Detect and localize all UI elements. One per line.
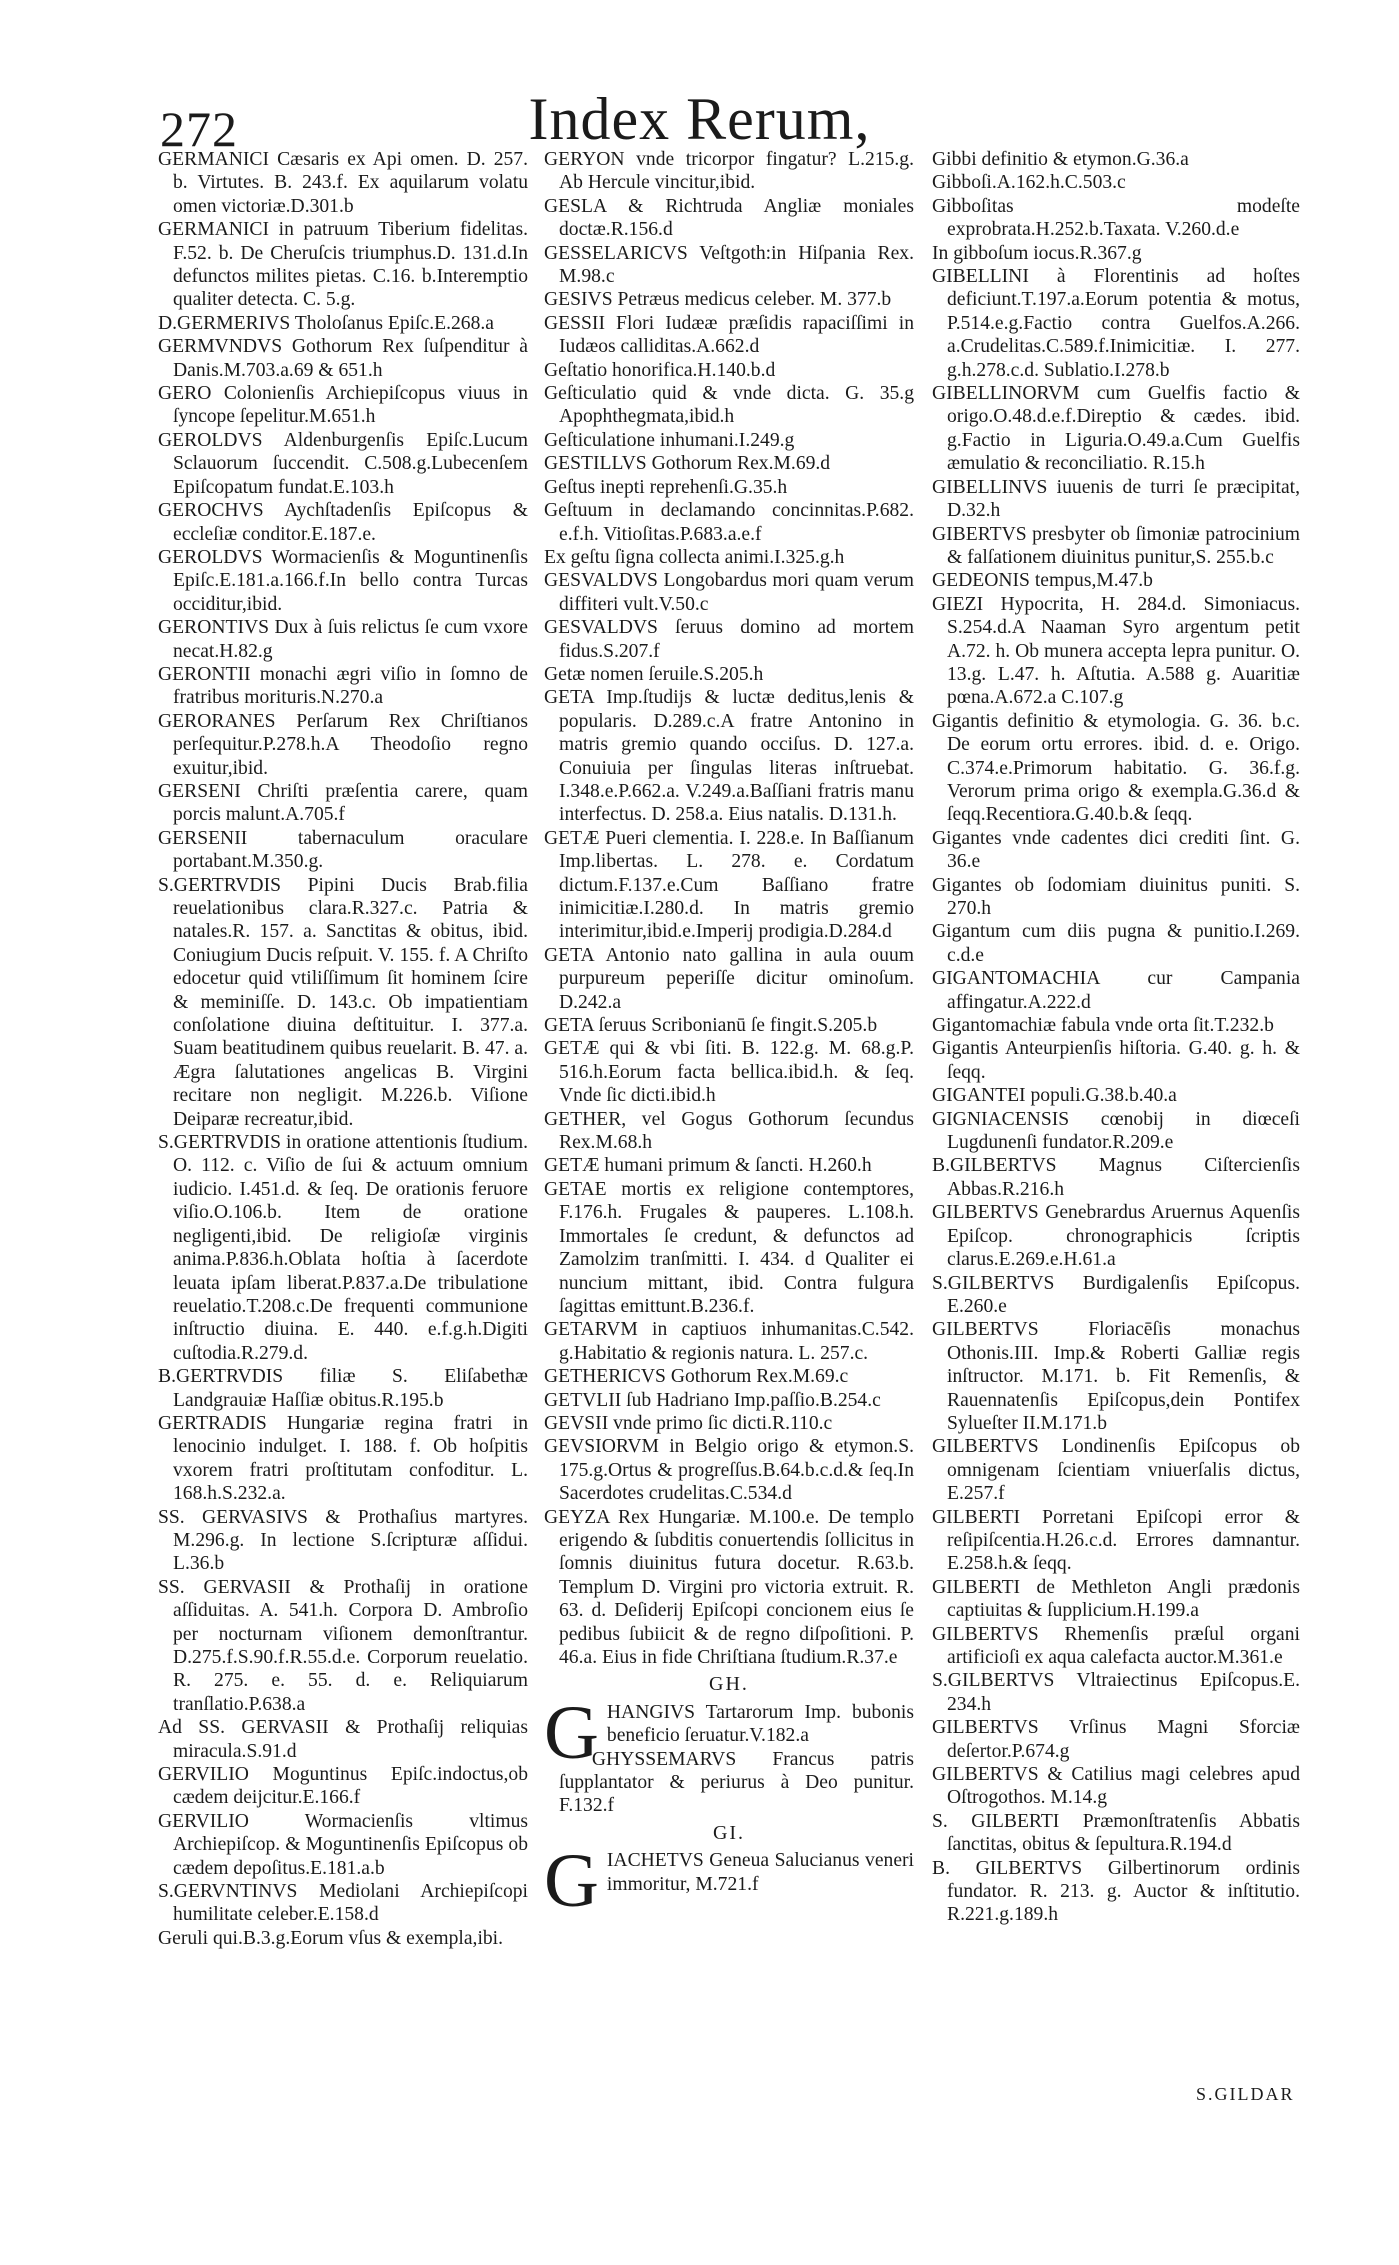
index-entry: GETAE mortis ex religione contemptores, F.176.h. Frugales & pauperes. L.108.h. Immortales ſe credunt, & defunctos ad Zamolzim tranſmitti. I. 434. d Qualiter ei nuncium mittant, ibid. Contra fulgura ſagittas emittunt.B.236.f. bbox=[544, 1178, 914, 1317]
index-entry: GHYSSEMARVS Francus patris ſupplantator & periurus à Deo punitur. F.132.f bbox=[559, 1748, 914, 1817]
index-entry: GERYON vnde tricorpor fingatur? L.215.g. Ab Hercule vincitur,ibid. bbox=[544, 149, 914, 194]
entry-text: IACHETVS Geneua Salucianus veneri immoritur, M.721.f bbox=[606, 1850, 914, 1895]
index-entry: Gigantis Anteurpienſis hiſtoria. G.40. g. h. & ſeqq. bbox=[932, 1038, 1300, 1083]
index-entry-initial bbox=[544, 1690, 914, 1775]
index-entry: GETÆ qui & vbi ſiti. B. 122.g. M. 68.g.P. 516.h.Eorum facta bellica.ibid.h. & ſeq. Vnde ſic dicti.ibid.h bbox=[544, 1038, 914, 1107]
index-entry: GEYZA Rex Hungariæ. M.100.e. De templo erigendo & ſubditis conuertendis ſollicitus in ſomnis diuinitus futura docetur. R.63.b. Templum D. Virgini pro victoria extruit. R. 63. d. Deſiderij Epiſcopi concionem eius ſe pedibus ſubiicit & de regno diſpoſitioni. P. 46.a. Eius in fide Chriſtiana ſtudium.R.37.e bbox=[544, 1506, 914, 1668]
index-entry: GETVLII ſub Hadriano Imp.paſſio.B.254.c bbox=[544, 1389, 881, 1411]
catchword: S.GILDAR bbox=[1196, 2084, 1295, 2104]
index-entry: GILBERTVS Floriacēſis monachus Othonis.III. Imp.& Roberti Galliæ regis inſtructor. M.171. b. Fit Remenſis, & Rauennatenſis Epiſcopus,dein Pontifex Sylueſter II.M.171.b bbox=[932, 1319, 1300, 1434]
index-entry: Gigantum cum diis pugna & punitio.I.269. c.d.e bbox=[932, 921, 1300, 966]
index-entry: GERVILIO Moguntinus Epiſc.indoctus,ob cædem deijcitur.E.166.f bbox=[158, 1764, 528, 1809]
index-entry: Ex geſtu ſigna collecta animi.I.325.g.h bbox=[544, 546, 845, 568]
index-entry: GERMANICI in patruum Tiberium fidelitas. F.52. b. De Cheruſcis triumphus.D. 131.d.In defunctos milites pietas. C.16. b.Interemptio qualiter detecta. C. 5.g. bbox=[158, 219, 528, 311]
index-entry: GIBELLINI à Florentinis ad hoſtes deficiunt.T.197.a.Eorum potentia & motus, P.514.e.g.Factio contra Guelfos.A.266. a.Crudelitas.C.589.f.Inimicitiæ. I. 277. g.h.278.c.d. Sublatio.I.278.b bbox=[932, 266, 1300, 381]
index-entry: S. GILBERTI Præmonſtratenſis Abbatis ſanctitas, obitus & ſepultura.R.194.d bbox=[932, 1810, 1300, 1856]
index-entry: GERORANES Perſarum Rex Chriſtianos perſequitur.P.278.h.A Theodoſio regno exuitur,ibid. bbox=[158, 710, 528, 779]
index-entry: GEVSIORVM in Belgio origo & etymon.S. 175.g.Ortus & progreſſus.B.64.b.c.d.& ſeq.In Sacerdotes crudelitas.C.534.d bbox=[544, 1436, 914, 1505]
index-entry: S.GERTRVDIS in oratione attentionis ſtudium. O. 112. c. Viſio de ſui & actuum omnium iudicio. I.451.d. & ſeq. De orationis feruore viſio.O.106.b. Item de oratione negligenti,ibid. De religioſæ virginis anima.P.836.h.Oblata hoſtia à ſacerdote leuata ipſam liberat.P.837.a.De tribulatione reuelatio.T.208.c.De frequenti communione inſtructio diuina. E. 440. e.f.g.h.Digiti cuſtodia.R.279.d. bbox=[158, 1132, 528, 1364]
index-entry: B.GILBERTVS Magnus Ciſtercienſis Abbas.R.216.h bbox=[932, 1155, 1300, 1200]
index-entry: Gigantomachiæ fabula vnde orta ſit.T.232.b bbox=[932, 1015, 1274, 1037]
index-entry: GEROLDVS Wormacienſis & Moguntinenſis Epiſc.E.181.a.166.f.In bello contra Turcas occiditur,ibid. bbox=[158, 546, 528, 615]
index-entry: Geruli qui.B.3.g.Eorum vſus & exempla,ibi. bbox=[158, 1927, 504, 1949]
index-entry: GIBERTVS presbyter ob ſimoniæ patrocinium & falſationem diuinitus punitur,S. 255.b.c bbox=[932, 523, 1300, 568]
page-number: 272 bbox=[160, 101, 238, 157]
index-entry: GETA ſeruus Scribonianū ſe fingit.S.205.b bbox=[544, 1015, 878, 1037]
index-entry: GETÆ Pueri clementia. I. 228.e. In Baſſianum Imp.libertas. L. 278. e. Cordatum dictum.F.137.e.Cum Baſſiano fratre inimicitiæ.I.280.d. In matris gremio interimitur,ibid.e.Imperij prodigia.D.284.d bbox=[544, 827, 914, 943]
index-entry: GESSELARICVS Veſtgoth:in Hiſpania Rex. M.98.c bbox=[544, 242, 914, 288]
index-entry: GESLA & Richtruda Angliæ moniales doctæ.R.156.d bbox=[544, 195, 914, 241]
index-entry-initial bbox=[544, 1839, 914, 1924]
index-entry: GIEZI Hypocrita, H. 284.d. Simoniacus. S.254.d.A Naaman Syro argentum petit A.72. h. Ob munera accepta lepra punitur. O. 13.g. L.47. h. Aſtutia. A.588 g. Auaritiæ pœna.A.672.a C.107.g bbox=[932, 593, 1300, 709]
index-entry: GETÆ humani primum & ſancti. H.260.h bbox=[544, 1155, 872, 1177]
index-entry: D.GERMERIVS Tholoſanus Epiſc.E.268.a bbox=[158, 312, 494, 334]
index-entry: B. GILBERTVS Gilbertinorum ordinis fundator. R. 213. g. Auctor & inſtitutio. R.221.g.189.h bbox=[932, 1857, 1300, 1926]
index-entry: GEROLDVS Aldenburgenſis Epiſc.Lucum Sclauorum ſuccendit. C.508.g.Lubecenſem Epiſcopatum fundat.E.103.h bbox=[158, 429, 528, 498]
index-entry: Gigantis definitio & etymologia. G. 36. b.c. De eorum ortu errores. ibid. d. e. Origo. C.374.e.Primorum habitatio. G. 36.f.g. Verorum prima origo & exempla.G.36.d & ſeqq.Recentiora.G.40.b.& ſeqq. bbox=[932, 710, 1300, 826]
index-entry: Gigantes ob ſodomiam diuinitus puniti. S. 270.h bbox=[932, 874, 1300, 919]
index-entry: Geſtatio honorifica.H.140.b.d bbox=[544, 359, 776, 381]
index-entry: GESTILLVS Gothorum Rex.M.69.d bbox=[544, 453, 831, 475]
index-entry: GILBERTVS Vrſinus Magni Sforciæ deſertor.P.674.g bbox=[932, 1717, 1300, 1762]
column-3 bbox=[932, 148, 1300, 1927]
index-entry: Gibbi definitio & etymon.G.36.a bbox=[932, 149, 1189, 170]
index-entry: GESVALDVS Longobardus mori quam verum diffiteri vult.V.50.c bbox=[544, 570, 914, 615]
index-entry: GILBERTVS Londinenſis Epiſcopus ob omnigenam ſcientiam vniuerſalis dictus, E.257.f bbox=[932, 1436, 1300, 1505]
index-entry: S.GILBERTVS Vltraiectinus Epiſcopus.E. 234.h bbox=[932, 1670, 1300, 1715]
index-entry: GETA Imp.ſtudijs & luctæ deditus,lenis & popularis. D.289.c.A fratre Antonino in matris gremio quando occiſus. D. 127.a. Conuiuia per ſingulas literas inſtruebat. I.348.e.P.662.a. V.249.a.Baſſiani fratris manu interfectus. D. 258.a. Eius natalis. D.131.h. bbox=[544, 687, 914, 826]
index-entry: In gibboſum iocus.R.367.g bbox=[932, 242, 1142, 264]
index-entry: GERVILIO Wormacienſis vltimus Archiepiſcop. & Moguntinenſis Epiſcopus ob cædem depoſitus.E.181.a.b bbox=[158, 1810, 528, 1879]
index-entry: GETA Antonio nato gallina in aula ouum purpureum peperiſſe dicitur ominoſum. D.242.a bbox=[544, 944, 914, 1013]
index-entry: GERSENI Chriſti præſentia carere, quam porcis malunt.A.705.f bbox=[158, 780, 528, 826]
index-entry: GERO Colonienſis Archiepiſcopus viuus in ſyncope ſepelitur.M.651.h bbox=[158, 383, 528, 428]
index-entry: GERTRADIS Hungariæ regina fratri in lenocinio indulget. I. 188. f. Ob hoſpitis vxorem fratri proſtitutam confoditur. L. 168.h.S.232.a. bbox=[158, 1412, 528, 1505]
index-entry: GERONTIVS Dux à ſuis relictus ſe cum vxore necat.H.82.g bbox=[158, 617, 528, 662]
index-entry: GERONTII monachi ægri viſio in ſomno de fratribus morituris.N.270.a bbox=[158, 663, 528, 709]
drop-cap: G bbox=[544, 1839, 599, 1924]
index-entry: GIGANTEI populi.G.38.b.40.a bbox=[932, 1085, 1177, 1107]
index-entry: Gibboſi.A.162.h.C.503.c bbox=[932, 172, 1126, 194]
index-entry: GILBERTVS & Catilius magi celebres apud Oſtrogothos. M.14.g bbox=[932, 1764, 1300, 1809]
entry-text: HANGIVS Tartarorum Imp. bubonis beneficio ſeruatur.V.182.a bbox=[606, 1701, 914, 1747]
index-entry: SS. GERVASII & Prothaſij in oratione aſſiduitas. A. 541.h. Corpora D. Ambroſio per nocturnam viſionem demonſtrantur. D.275.f.S.90.f.R.55.d.e. Corporum reuelatio. R. 275. e. 55. d. e. Reliquiarum tranſlatio.P.638.a bbox=[158, 1576, 528, 1715]
index-entry: GIBELLINVS iuuenis de turri ſe præcipitat, D.32.h bbox=[932, 476, 1300, 522]
index-entry: GILBERTVS Genebrardus Aruernus Aquenſis Epiſcop. chronographicis ſcriptis clarus.E.269.e.H.61.a bbox=[932, 1202, 1300, 1271]
index-entry: Geſticulatione inhumani.I.249.g bbox=[544, 429, 795, 451]
index-entry: Getæ nomen ſeruile.S.205.h bbox=[544, 663, 764, 685]
index-entry: Gigantes vnde cadentes dici crediti ſint. G. 36.e bbox=[932, 827, 1300, 873]
index-entry: GILBERTI de Methleton Angli prædonis captiuitas & ſupplicium.H.199.a bbox=[932, 1576, 1300, 1622]
index-entry: GESVALDVS ſeruus domino ad mortem fidus.S.207.f bbox=[544, 617, 914, 662]
index-entry: Geſticulatio quid & vnde dicta. G. 35.g Apophthegmata,ibid.h bbox=[544, 383, 914, 428]
index-entry: Geſtus inepti reprehenſi.G.35.h bbox=[544, 476, 788, 498]
index-entry: GIGNIACENSIS cœnobij in diœceſi Lugdunenſi fundator.R.209.e bbox=[932, 1108, 1300, 1154]
index-entry: Ad SS. GERVASII & Prothaſij reliquias miracula.S.91.d bbox=[158, 1717, 528, 1762]
index-entry: GETHER, vel Gogus Gothorum ſecundus Rex.M.68.h bbox=[544, 1108, 914, 1154]
index-entry: B.GERTRVDIS filiæ S. Eliſabethæ Landgrauiæ Haſſiæ obitus.R.195.b bbox=[158, 1366, 528, 1411]
index-entry: GILBERTVS Rhemenſis præſul organi artificioſi ex aqua calefacta auctor.M.361.e bbox=[932, 1623, 1300, 1668]
drop-cap: G bbox=[544, 1690, 599, 1775]
index-entry: GIBELLINORVM cum Guelfis factio & origo.O.48.d.e.f.Direptio & cædes. ibid. g.Factio in Liguria.O.49.a.Cum Guelfis æmulatio & reconciliatio. R.15.h bbox=[932, 383, 1300, 475]
index-entry: Gibboſitas modeſte exprobrata.H.252.b.Taxata. V.260.d.e bbox=[932, 195, 1300, 241]
index-entry: S.GERVNTINVS Mediolani Archiepiſcopi humilitate celeber.E.158.d bbox=[158, 1881, 528, 1926]
index-entry: Geſtuum in declamando concinnitas.P.682. e.f.h. Vitioſitas.P.683.a.e.f bbox=[544, 500, 914, 545]
index-entry: GETARVM in captiuos inhumanitas.C.542. g.Habitatio & regionis natura. L. 257.c. bbox=[544, 1319, 914, 1364]
index-entry: GERSENII tabernaculum oraculare portabant.M.350.g. bbox=[158, 827, 528, 873]
index-entry: GEDEONIS tempus,M.47.b bbox=[932, 570, 1153, 592]
index-entry: GEVSII vnde primo ſic dicti.R.110.c bbox=[544, 1412, 833, 1434]
page-title: Index Rerum, bbox=[528, 86, 871, 152]
index-entry: GETHERICVS Gothorum Rex.M.69.c bbox=[544, 1366, 849, 1388]
index-entry: SS. GERVASIVS & Prothaſius martyres. M.296.g. In lectione S.ſcripturæ aſſidui. L.36.b bbox=[158, 1506, 528, 1575]
section-heading: GH. bbox=[709, 1673, 749, 1696]
column-1 bbox=[158, 148, 528, 1950]
section-heading: GI. bbox=[712, 1821, 746, 1844]
index-entry: GESIVS Petræus medicus celeber. M. 377.b bbox=[544, 289, 892, 311]
index-entry: GESSII Flori Iudææ præſidis rapaciſſimi in Iudæos calliditas.A.662.d bbox=[544, 312, 914, 358]
index-entry: S.GILBERTVS Burdigalenſis Epiſcopus. E.260.e bbox=[932, 1272, 1300, 1317]
column-2 bbox=[544, 148, 914, 1924]
index-entry: GERMVNDVS Gothorum Rex ſuſpenditur à Danis.M.703.a.69 & 651.h bbox=[158, 336, 528, 381]
index-entry: GILBERTI Porretani Epiſcopi error & reſipiſcentia.H.26.c.d. Errores damnantur. E.258.h.& ſeqq. bbox=[932, 1506, 1300, 1575]
index-entry: S.GERTRVDIS Pipini Ducis Brab.filia reuelationibus clara.R.327.c. Patria & natales.R. 157. a. Sanctitas & obitus, ibid. Coniugium Ducis reſpuit. V. 155. f. A Chriſto edocetur quid vtiliſſimum ſit hominem ſcire & meminiſſe. D. 143.c. Ob impatientiam conſolatione diuina deſtituitur. I. 377.a. Suam beatitudinem quibus reuelarit. B. 47. a. Ægra ſalutationes angelicas B. Virgini recitare non negligit. M.226.b. Viſione Deiparæ recreatur,ibid. bbox=[158, 874, 528, 1130]
index-entry: GEROCHVS Aychſtadenſis Epiſcopus & eccleſiæ conditor.E.187.e. bbox=[158, 500, 528, 545]
index-entry: GERMANICI Cæsaris ex Api omen. D. 257. b. Virtutes. B. 243.f. Ex aquilarum volatu omen victoriæ.D.301.b bbox=[158, 149, 528, 217]
index-entry: GIGANTOMACHIA cur Campania affingatur.A.222.d bbox=[932, 968, 1300, 1013]
